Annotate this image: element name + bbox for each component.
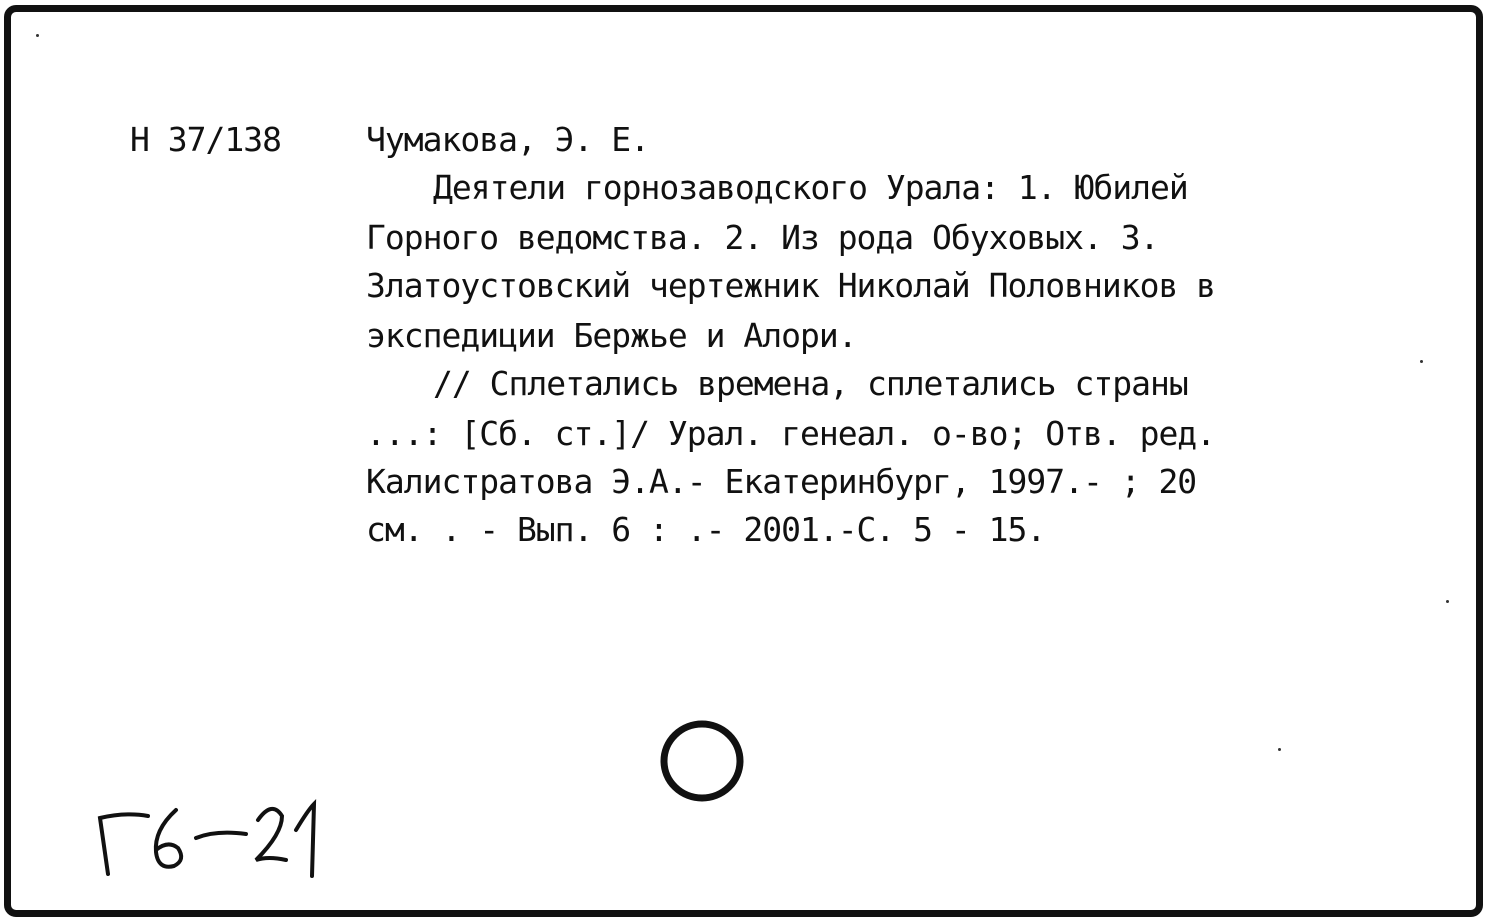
- shelfmark: Н 37/138: [130, 120, 281, 159]
- title-line-2: Горного ведомства. 2. Из рода Обуховых. 3.: [366, 218, 1159, 257]
- source-line-3: Калистратова Э.А.- Екатеринбург, 1997.- ; 20: [366, 462, 1197, 501]
- title-line-3: Златоустовский чертежник Николай Половников в: [366, 266, 1216, 305]
- title-line-1-text: Деятели горнозаводского Урала: 1. Юбилей: [433, 168, 1188, 207]
- author-heading: Чумакова, Э. Е.: [366, 120, 650, 159]
- source-line-2: ...: [Сб. ст.]/ Урал. генеал. о-во; Отв. ред.: [366, 414, 1216, 453]
- source-line-1: // Сплетались времена, сплетались страны: [433, 364, 1188, 403]
- source-line-4: см. . - Вып. 6 : .- 2001.-С. 5 - 15.: [366, 510, 1046, 549]
- punch-hole-icon: [660, 718, 744, 802]
- speck: [1446, 600, 1449, 603]
- title-line-4: экспедиции Бержье и Алори.: [366, 316, 857, 355]
- speck: [1420, 360, 1423, 363]
- title-line-1: [433, 168, 1329, 207]
- handwritten-note-signature: [86, 790, 336, 890]
- speck: [36, 34, 39, 37]
- speck: [1278, 748, 1281, 751]
